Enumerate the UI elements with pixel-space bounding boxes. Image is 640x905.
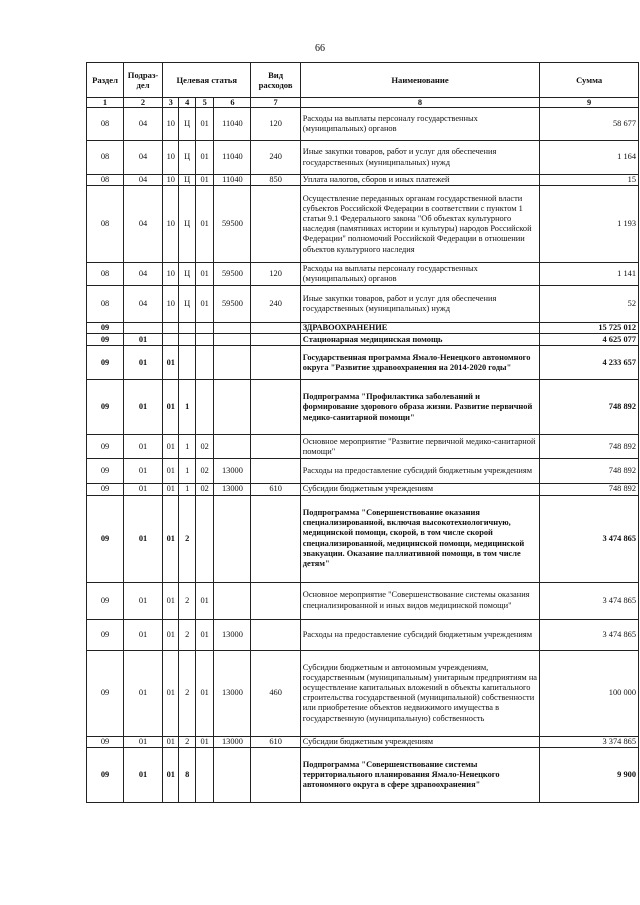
- cell-target-direction: 13000: [214, 736, 251, 747]
- cell-expense-type: [251, 495, 300, 582]
- cell-target-subprogram: [179, 323, 195, 334]
- cell-expense-type: [251, 334, 300, 346]
- table-row: [87, 141, 639, 175]
- cell-target-program: 10: [163, 141, 179, 175]
- header-name: Наименование: [300, 63, 540, 98]
- cell-sum: 748 892: [540, 459, 639, 484]
- cell-razdel: 09: [87, 747, 124, 802]
- cell-target-event: 01: [195, 286, 214, 323]
- cell-razdel: 09: [87, 459, 124, 484]
- cell-podrazdel: 04: [124, 286, 163, 323]
- cell-podrazdel: 01: [124, 334, 163, 346]
- cell-target-program: 01: [163, 582, 179, 619]
- cell-target-program: 01: [163, 459, 179, 484]
- cell-razdel: 09: [87, 619, 124, 650]
- table-row: [87, 619, 639, 650]
- cell-sum: 1 193: [540, 186, 639, 263]
- cell-razdel: 09: [87, 484, 124, 495]
- cell-target-program: 01: [163, 380, 179, 435]
- cell-sum: 100 000: [540, 650, 639, 736]
- cell-podrazdel: 04: [124, 186, 163, 263]
- cell-name: Стационарная медицинская помощь: [300, 334, 540, 346]
- header-podrazdel: Подраз-дел: [124, 63, 163, 98]
- cell-target-direction: 13000: [214, 619, 251, 650]
- cell-name: Государственная программа Ямало-Ненецкого автономного округа "Развитие здравоохранения на 2014-2020 годы": [300, 346, 540, 380]
- cell-razdel: 09: [87, 323, 124, 334]
- cell-sum: 52: [540, 286, 639, 323]
- cell-target-program: 10: [163, 286, 179, 323]
- cell-target-subprogram: 1: [179, 459, 195, 484]
- cell-name: Подпрограмма "Совершенствование оказания специализированной, включая высокотехнологичную, медицинской помощи, скорой, в том числе скорой специализированной, медицинской помощи, медицинской эвакуации. Оказание паллиативной помощи, в том числе детям": [300, 495, 540, 582]
- cell-podrazdel: 01: [124, 582, 163, 619]
- cell-target-subprogram: Ц: [179, 108, 195, 141]
- table-row: [87, 736, 639, 747]
- cell-target-subprogram: 1: [179, 435, 195, 459]
- table-row: [87, 286, 639, 323]
- cell-expense-type: 610: [251, 736, 300, 747]
- cell-target-direction: 59500: [214, 186, 251, 263]
- cell-target-event: 01: [195, 650, 214, 736]
- cell-expense-type: 120: [251, 108, 300, 141]
- cell-target-subprogram: 2: [179, 495, 195, 582]
- cell-target-subprogram: 2: [179, 619, 195, 650]
- cell-target-event: 02: [195, 459, 214, 484]
- cell-sum: 748 892: [540, 380, 639, 435]
- table-body: [87, 108, 639, 803]
- cell-target-program: 01: [163, 619, 179, 650]
- cell-name: Субсидии бюджетным учреждениям: [300, 484, 540, 495]
- cell-target-subprogram: Ц: [179, 175, 195, 186]
- cell-podrazdel: 01: [124, 459, 163, 484]
- cell-expense-type: 460: [251, 650, 300, 736]
- header-razdel: Раздел: [87, 63, 124, 98]
- page-number: 66: [315, 43, 325, 54]
- cell-target-direction: [214, 346, 251, 380]
- cell-podrazdel: 01: [124, 747, 163, 802]
- cell-target-event: 01: [195, 263, 214, 286]
- cell-target-event: 01: [195, 108, 214, 141]
- cell-target-event: [195, 380, 214, 435]
- cell-razdel: 08: [87, 263, 124, 286]
- cell-sum: 748 892: [540, 435, 639, 459]
- cell-target-event: [195, 334, 214, 346]
- cell-target-program: 01: [163, 346, 179, 380]
- cell-razdel: 09: [87, 435, 124, 459]
- cell-target-direction: [214, 495, 251, 582]
- cell-expense-type: [251, 346, 300, 380]
- cell-target-event: 01: [195, 619, 214, 650]
- cell-name: Иные закупки товаров, работ и услуг для обеспечения государственных (муниципальных) нужд: [300, 141, 540, 175]
- col-num: 2: [124, 98, 163, 108]
- cell-sum: 58 677: [540, 108, 639, 141]
- cell-target-direction: [214, 334, 251, 346]
- cell-razdel: 08: [87, 186, 124, 263]
- cell-podrazdel: 04: [124, 263, 163, 286]
- cell-target-event: [195, 346, 214, 380]
- cell-expense-type: 850: [251, 175, 300, 186]
- cell-razdel: 09: [87, 495, 124, 582]
- cell-name: Субсидии бюджетным учреждениям: [300, 736, 540, 747]
- cell-razdel: 09: [87, 346, 124, 380]
- cell-target-program: [163, 323, 179, 334]
- table-row: [87, 435, 639, 459]
- cell-expense-type: 240: [251, 286, 300, 323]
- cell-sum: 4 625 077: [540, 334, 639, 346]
- cell-razdel: 08: [87, 108, 124, 141]
- cell-target-subprogram: Ц: [179, 186, 195, 263]
- cell-podrazdel: 01: [124, 435, 163, 459]
- cell-sum: 9 900: [540, 747, 639, 802]
- table-row: [87, 582, 639, 619]
- cell-sum: 748 892: [540, 484, 639, 495]
- cell-target-program: 01: [163, 495, 179, 582]
- cell-target-subprogram: Ц: [179, 141, 195, 175]
- header-vid: Вид расходов: [251, 63, 300, 98]
- table-row: [87, 108, 639, 141]
- cell-razdel: 08: [87, 286, 124, 323]
- cell-target-direction: 11040: [214, 175, 251, 186]
- cell-expense-type: [251, 747, 300, 802]
- cell-name: Основное мероприятие "Развитие первичной медико-санитарной помощи": [300, 435, 540, 459]
- cell-expense-type: [251, 435, 300, 459]
- cell-podrazdel: 01: [124, 380, 163, 435]
- cell-expense-type: [251, 459, 300, 484]
- cell-podrazdel: 01: [124, 619, 163, 650]
- cell-name: ЗДРАВООХРАНЕНИЕ: [300, 323, 540, 334]
- cell-target-subprogram: 1: [179, 380, 195, 435]
- cell-razdel: 09: [87, 334, 124, 346]
- cell-target-event: [195, 323, 214, 334]
- cell-expense-type: [251, 380, 300, 435]
- cell-target-subprogram: 8: [179, 747, 195, 802]
- cell-expense-type: [251, 186, 300, 263]
- cell-name: Иные закупки товаров, работ и услуг для обеспечения государственных (муниципальных) нужд: [300, 286, 540, 323]
- cell-podrazdel: 01: [124, 495, 163, 582]
- cell-name: Расходы на предоставление субсидий бюджетным учреждениям: [300, 619, 540, 650]
- cell-target-subprogram: Ц: [179, 263, 195, 286]
- cell-razdel: 09: [87, 650, 124, 736]
- col-num: 3: [163, 98, 179, 108]
- cell-name: Расходы на предоставление субсидий бюджетным учреждениям: [300, 459, 540, 484]
- table-row: [87, 323, 639, 334]
- cell-target-direction: 13000: [214, 459, 251, 484]
- cell-sum: 1 141: [540, 263, 639, 286]
- col-num: 6: [214, 98, 251, 108]
- cell-target-direction: [214, 747, 251, 802]
- cell-razdel: 09: [87, 582, 124, 619]
- cell-podrazdel: 01: [124, 736, 163, 747]
- cell-target-event: 01: [195, 582, 214, 619]
- cell-target-program: 10: [163, 175, 179, 186]
- cell-target-direction: [214, 582, 251, 619]
- header-row: [87, 63, 639, 98]
- cell-target-event: 01: [195, 175, 214, 186]
- cell-target-direction: [214, 435, 251, 459]
- cell-sum: 4 233 657: [540, 346, 639, 380]
- cell-name: Подпрограмма "Совершенствование системы территориального планирования Ямало-Ненецкого автономного округа в сфере здравоохранения": [300, 747, 540, 802]
- cell-target-program: 01: [163, 747, 179, 802]
- cell-sum: 1 164: [540, 141, 639, 175]
- table-row: [87, 495, 639, 582]
- col-num: 4: [179, 98, 195, 108]
- cell-expense-type: [251, 619, 300, 650]
- cell-name: Субсидии бюджетным и автономным учреждениям, государственным (муниципальным) унитарным предприятиям на осуществление капитальных вложений в объекты капитального строительства государственной (муниципальной) собственности или приобретение объектов недвижимого имущества в государственную (муниципальную) собственность: [300, 650, 540, 736]
- col-num: 7: [251, 98, 300, 108]
- cell-target-direction: 13000: [214, 650, 251, 736]
- cell-razdel: 08: [87, 141, 124, 175]
- cell-name: Уплата налогов, сборов и иных платежей: [300, 175, 540, 186]
- col-num: 8: [300, 98, 540, 108]
- cell-target-direction: [214, 380, 251, 435]
- cell-razdel: 09: [87, 380, 124, 435]
- cell-target-subprogram: Ц: [179, 286, 195, 323]
- cell-target-program: 10: [163, 186, 179, 263]
- cell-sum: 3 474 865: [540, 619, 639, 650]
- cell-sum: 3 374 865: [540, 736, 639, 747]
- cell-podrazdel: 04: [124, 141, 163, 175]
- cell-name: Основное мероприятие "Совершенствование системы оказания специализированной и иных видов медицинской помощи": [300, 582, 540, 619]
- col-num: 9: [540, 98, 639, 108]
- table-row: [87, 346, 639, 380]
- cell-expense-type: 120: [251, 263, 300, 286]
- cell-target-event: [195, 495, 214, 582]
- table-row: [87, 380, 639, 435]
- header-celevaya: Целевая статья: [163, 63, 251, 98]
- col-num: 1: [87, 98, 124, 108]
- cell-podrazdel: 01: [124, 650, 163, 736]
- cell-target-subprogram: [179, 334, 195, 346]
- table-row: [87, 747, 639, 802]
- cell-target-program: 01: [163, 435, 179, 459]
- cell-target-direction: 13000: [214, 484, 251, 495]
- cell-target-program: [163, 334, 179, 346]
- cell-target-program: 01: [163, 650, 179, 736]
- cell-name: Расходы на выплаты персоналу государственных (муниципальных) органов: [300, 263, 540, 286]
- cell-target-subprogram: 2: [179, 650, 195, 736]
- cell-razdel: 09: [87, 736, 124, 747]
- table-row: [87, 334, 639, 346]
- cell-target-subprogram: 1: [179, 484, 195, 495]
- cell-target-program: 01: [163, 736, 179, 747]
- cell-expense-type: 240: [251, 141, 300, 175]
- cell-target-direction: 59500: [214, 263, 251, 286]
- column-number-row: [87, 98, 639, 108]
- table-row: [87, 186, 639, 263]
- cell-podrazdel: 04: [124, 108, 163, 141]
- cell-target-event: 01: [195, 186, 214, 263]
- cell-target-event: 02: [195, 484, 214, 495]
- cell-target-program: 10: [163, 263, 179, 286]
- cell-expense-type: [251, 323, 300, 334]
- cell-expense-type: 610: [251, 484, 300, 495]
- cell-name: Расходы на выплаты персоналу государственных (муниципальных) органов: [300, 108, 540, 141]
- cell-razdel: 08: [87, 175, 124, 186]
- cell-target-subprogram: [179, 346, 195, 380]
- cell-sum: 3 474 865: [540, 495, 639, 582]
- header-sum: Сумма: [540, 63, 639, 98]
- cell-name: Подпрограмма "Профилактика заболеваний и формирование здорового образа жизни. Развитие первичной медико-санитарной помощи": [300, 380, 540, 435]
- cell-sum: 15: [540, 175, 639, 186]
- cell-podrazdel: 01: [124, 484, 163, 495]
- cell-sum: 15 725 012: [540, 323, 639, 334]
- cell-target-program: 01: [163, 484, 179, 495]
- cell-target-subprogram: 2: [179, 582, 195, 619]
- cell-podrazdel: 04: [124, 175, 163, 186]
- cell-podrazdel: 01: [124, 346, 163, 380]
- cell-target-subprogram: 2: [179, 736, 195, 747]
- cell-sum: 3 474 865: [540, 582, 639, 619]
- cell-target-event: [195, 747, 214, 802]
- budget-table: [86, 62, 639, 803]
- cell-target-program: 10: [163, 108, 179, 141]
- cell-expense-type: [251, 582, 300, 619]
- cell-target-direction: [214, 323, 251, 334]
- table-row: [87, 484, 639, 495]
- col-num: 5: [195, 98, 214, 108]
- cell-target-event: 01: [195, 141, 214, 175]
- cell-target-direction: 11040: [214, 141, 251, 175]
- table-row: [87, 650, 639, 736]
- cell-target-direction: 11040: [214, 108, 251, 141]
- cell-target-direction: 59500: [214, 286, 251, 323]
- cell-target-event: 02: [195, 435, 214, 459]
- cell-name: Осуществление переданных органам государственной власти субъектов Российской Федерации в соответствии с пунктом 1 статьи 9.1 Федерального закона "Об объектах культурного наследия (памятниках истории и культуры) народов Российской Федерации" полномочий Российской Федерации в отношении объектов культурного наследия: [300, 186, 540, 263]
- cell-podrazdel: [124, 323, 163, 334]
- table-row: [87, 263, 639, 286]
- table-row: [87, 175, 639, 186]
- cell-target-event: 01: [195, 736, 214, 747]
- table-row: [87, 459, 639, 484]
